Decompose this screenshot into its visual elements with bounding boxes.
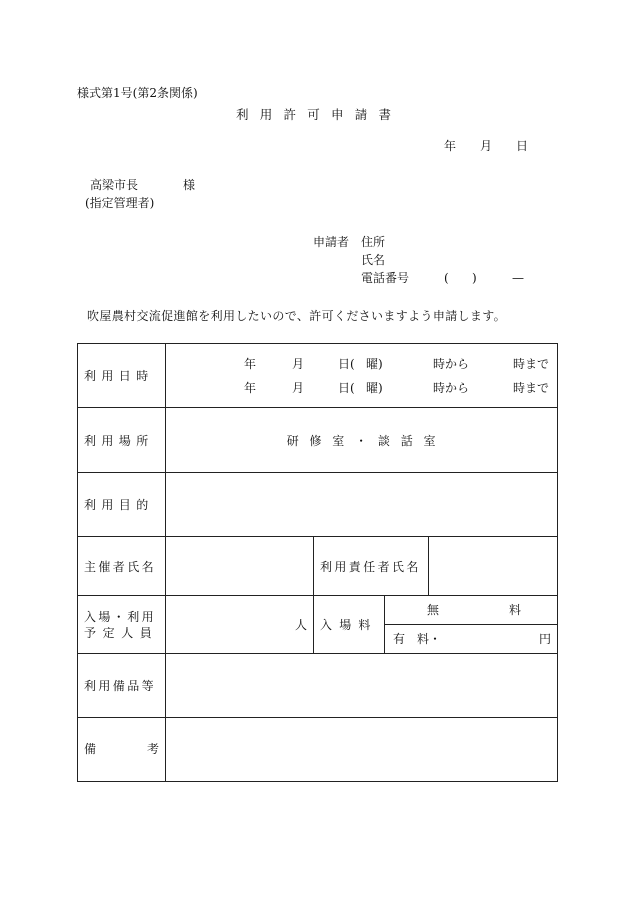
phone-dash: — xyxy=(512,271,524,285)
attendance-label xyxy=(78,596,166,654)
date-year: 年 xyxy=(444,139,457,153)
usage-datetime-field[interactable] xyxy=(166,344,558,408)
applicant-label: 申請者 xyxy=(313,235,350,249)
dt1-day: 日( xyxy=(338,357,355,371)
row-organizer xyxy=(78,537,558,596)
remarks-label xyxy=(78,718,166,782)
manager-label: 利用責任者氏名 xyxy=(314,537,429,596)
dt2-until: 時まで xyxy=(513,381,550,395)
fee-yen-unit: 円 xyxy=(538,632,551,646)
document-title: 利用許可申請書 xyxy=(236,107,403,122)
usage-datetime-label: 利用日時 xyxy=(78,344,166,408)
remarks-field[interactable] xyxy=(166,718,558,782)
persons-unit: 人 xyxy=(294,618,307,632)
addressee-designated-manager: (指定管理者) xyxy=(85,196,155,210)
addressee-honorific: 様 xyxy=(183,178,196,192)
usage-purpose-field[interactable] xyxy=(166,473,558,537)
application-form-table xyxy=(77,343,558,782)
manager-field[interactable] xyxy=(429,537,558,596)
dt1-until: 時まで xyxy=(513,357,550,371)
entry-fee-label: 入場料 xyxy=(314,596,385,654)
dt2-from: 時から xyxy=(433,381,470,395)
dt1-weekday: 曜) xyxy=(366,357,383,371)
form-number: 様式第1号(第2条関係) xyxy=(77,86,198,100)
applicant-address-label: 住所 xyxy=(361,235,386,249)
dt1-year: 年 xyxy=(244,357,257,371)
dt2-month: 月 xyxy=(292,381,305,395)
remarks-char2: 考 xyxy=(146,742,159,756)
row-usage-place xyxy=(78,408,558,473)
usage-place-value[interactable]: 研修室・談話室 xyxy=(166,408,558,473)
dt2-year: 年 xyxy=(244,381,257,395)
fee-free-char1: 無 xyxy=(427,603,440,617)
row-usage-purpose xyxy=(78,473,558,537)
row-equipment xyxy=(78,654,558,718)
date-day: 日 xyxy=(516,139,529,153)
attendance-persons-field[interactable] xyxy=(166,596,314,654)
organizer-label: 主催者氏名 xyxy=(78,537,166,596)
date-month: 月 xyxy=(480,139,493,153)
row-usage-datetime xyxy=(78,344,558,408)
dt1-month: 月 xyxy=(292,357,305,371)
phone-paren-open: ( xyxy=(444,271,449,285)
fee-paid-label: 有 料・ xyxy=(393,632,442,646)
dt2-day: 日( xyxy=(338,381,355,395)
dt1-from: 時から xyxy=(433,357,470,371)
dt2-weekday: 曜) xyxy=(366,381,383,395)
applicant-phone-label: 電話番号 xyxy=(361,271,410,285)
attendance-label-line2: 予定人員 xyxy=(84,625,159,640)
addressee-title: 高梁市長 xyxy=(90,178,139,192)
fee-free-option[interactable] xyxy=(385,596,558,625)
applicant-name-label: 氏名 xyxy=(361,253,386,267)
remarks-char1: 備 xyxy=(84,742,97,756)
phone-paren-close: ) xyxy=(472,271,477,285)
row-attendance-free xyxy=(78,596,558,625)
usage-place-label: 利用場所 xyxy=(78,408,166,473)
attendance-label-line1: 入場・利用 xyxy=(84,609,157,624)
usage-purpose-label: 利用目的 xyxy=(78,473,166,537)
equipment-label: 利用備品等 xyxy=(78,654,166,718)
fee-paid-option[interactable] xyxy=(385,625,558,654)
fee-free-char2: 料 xyxy=(509,603,522,617)
organizer-field[interactable] xyxy=(166,537,314,596)
application-statement: 吹屋農村交流促進館を利用したいので、許可くださいますよう申請します。 xyxy=(87,309,507,323)
row-remarks xyxy=(78,718,558,782)
equipment-field[interactable] xyxy=(166,654,558,718)
